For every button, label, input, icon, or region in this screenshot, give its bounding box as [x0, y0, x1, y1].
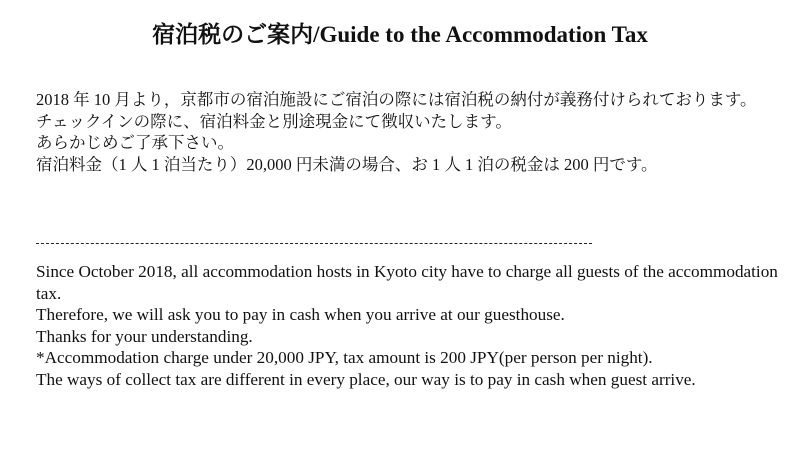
english-method: The ways of collect tax are different in every place, our way is to pay in cash when guest arrive. [36, 369, 696, 389]
english-rate: *Accommodation charge under 20,000 JPY, tax amount is 200 JPY(per person per night). [36, 348, 653, 368]
english-intro: Since October 2018, all accommodation hosts in Kyoto city have to charge all guests of the accommodation tax. [36, 262, 778, 303]
japanese-rate: 宿泊料金（1 人 1 泊当たり）20,000 円未満の場合、お 1 人 1 泊の税金は 200 円です。 [36, 154, 658, 174]
notice-title: 宿泊税のご案内/Guide to the Accommodation Tax [152, 22, 648, 47]
section-divider [36, 243, 592, 244]
english-thanks: Thanks for your understanding. [36, 326, 253, 346]
japanese-collection: チェックインの際に、宿泊料金と別途現金にて徴収いたします。 [36, 111, 512, 131]
japanese-section [36, 89, 776, 175]
english-payment: Therefore, we will ask you to pay in cash when you arrive at our guesthouse. [36, 305, 565, 325]
english-section [36, 261, 781, 391]
japanese-intro: 2018 年 10 月より，京都市の宿泊施設にご宿泊の際には宿泊税の納付が義務付けられております。 [36, 90, 757, 109]
japanese-apology: あらかじめご了承下さい。 [36, 133, 234, 152]
